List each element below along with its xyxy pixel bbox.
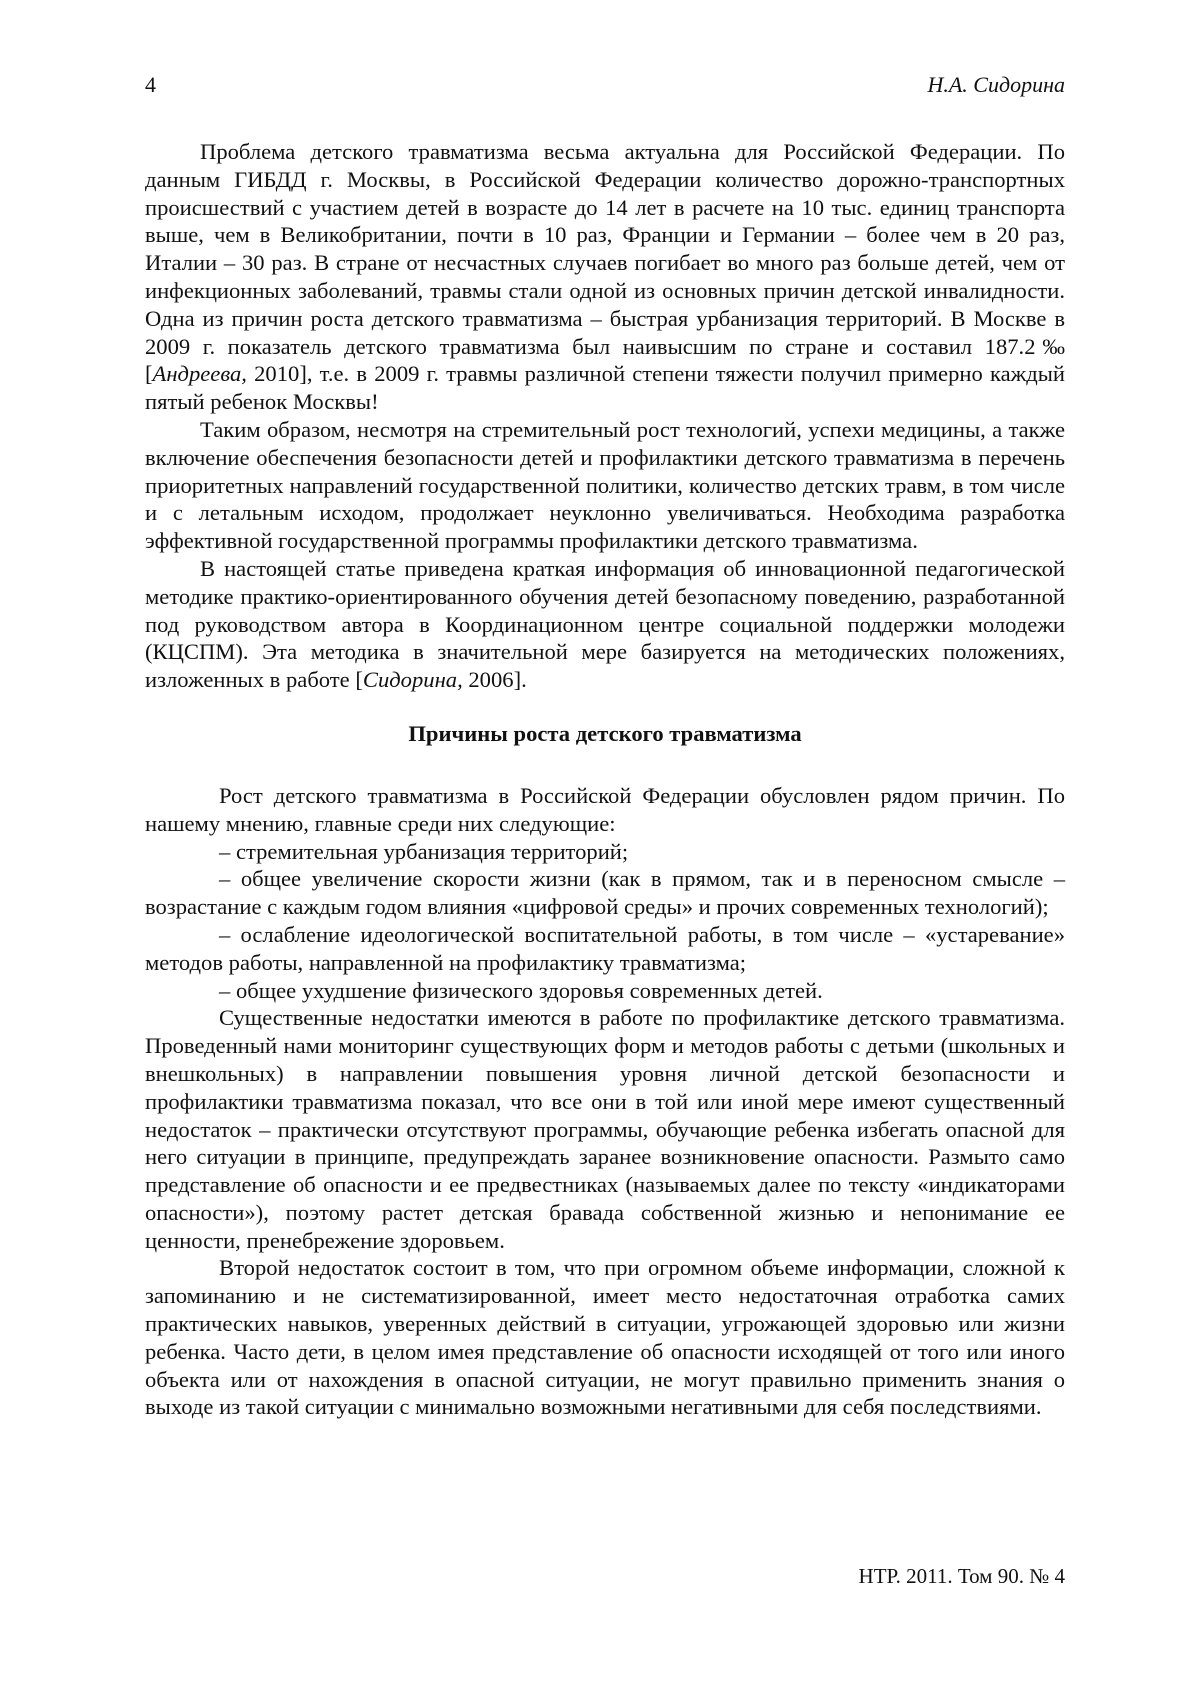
list-item: – стремительная урбанизация территорий; (219, 838, 629, 864)
section-heading: Причины роста детского травматизма (408, 720, 802, 746)
paragraph-2: Таким образом, несмотря на стремительный рост технологий, успехи медицины, а также включение обеспечения безопасности детей и профилактики детского травматизма в перечень приоритетных направлений государственной политики, количество детских травм, в том числе и с летальным исходом, продолжает неуклонно увеличиваться. Необходима разработка эффективной государственной программы профилактики детского травматизма. (145, 416, 1065, 554)
paragraph-1: Проблема детского травматизма весьма актуальна для Российской Федерации. По данным ГИБДД г. Москвы, в Российской Федерации количество дорожно-транспортных происшествий с участием детей в возрасте до 14 лет в расчете на 10 тыс. единиц транспорта выше, чем в Великобритании, почти в 10 раз, Франции и Германии – более чем в 20 раз, Италии – 30 раз. В стране от несчастных случаев погибает во много раз больше детей, чем от инфекционных заболеваний, травмы стали одной из основных причин детской инвалидности. Одна из причин роста детского травматизма – быстрая урбанизация территорий. В Москве в 2009 г. показатель детского травматизма был наивысшим по стране и составил 187.2‰ [Андреева, 2010], т.е. в 2009 г. травмы различной степени тяжести получил примерно каждый пятый ребенок Москвы! (145, 139, 1065, 415)
paragraph-6: Второй недостаток состоит в том, что при огромном объеме информации, сложной к запоминанию и не систематизированной, имеет место недостаточная отработка самих практических навыков, уверенных действий в ситуации, угрожающей здоровью или жизни ребенка. Часто дети, в целом имея представление об опасности исходящей от того или иного объекта или от нахождения в опасной ситуации, не могут правильно применить знания о выходе из такой ситуации с минимально возможными негативными для себя последствиями. (145, 1255, 1065, 1420)
list-item: – общее ухудшение физического здоровья современных детей. (219, 977, 823, 1003)
citation: Андреева, (152, 361, 247, 387)
paragraph-5: Существенные недостатки имеются в работе по профилактике детского травматизма. Проведенный нами мониторинг существующих форм и методов работы с детьми (школьных и внешкольных) в направлении повышения уровня личной детской безопасности и профилактики травматизма показал, что все они в той или иной мере имеют существенный недостаток – практически отсутствуют программы, обучающие ребенка избегать опасной для него ситуации в принципе, предупреждать заранее возникновение опасности. Размыто само представление об опасности и ее предвестниках (называемых далее по тексту «индикаторами опасности»), поэтому растет детская бравада собственной жизнью и непонимание ее ценности, пренебрежение здоровьем. (145, 1005, 1065, 1253)
journal-footer: НТР. 2011. Том 90. № 4 (858, 1564, 1065, 1588)
paragraph-4: Рост детского травматизма в Российской Федерации обусловлен рядом причин. По нашему мнению, главные среди них следующие: (145, 782, 1065, 836)
paragraph-3: В настоящей статье приведена краткая информация об инновационной педагогической методике практико-ориентированного обучения детей безопасному поведению, разработанной под руководством автора в Координационном центре социальной поддержки молодежи (КЦСПМ). Эта методика в значительной мере базируется на методических положениях, изложенных в работе [Сидорина, 2006]. (145, 555, 1065, 693)
citation: Сидорина, (362, 667, 463, 693)
list-item: – общее увеличение скорости жизни (как в прямом, так и в переносном смысле – возрастание с каждым годом влияния «цифровой среды» и прочих современных технологий); (145, 866, 1065, 920)
list-item: – ослабление идеологической воспитательной работы, в том числе – «устаревание» методов работы, направленной на профилактику травматизма; (145, 921, 1065, 975)
article-body (145, 138, 1065, 1421)
running-author: Н.А. Сидорина (927, 72, 1065, 97)
page-number: 4 (145, 72, 156, 97)
page-header (145, 72, 1065, 112)
